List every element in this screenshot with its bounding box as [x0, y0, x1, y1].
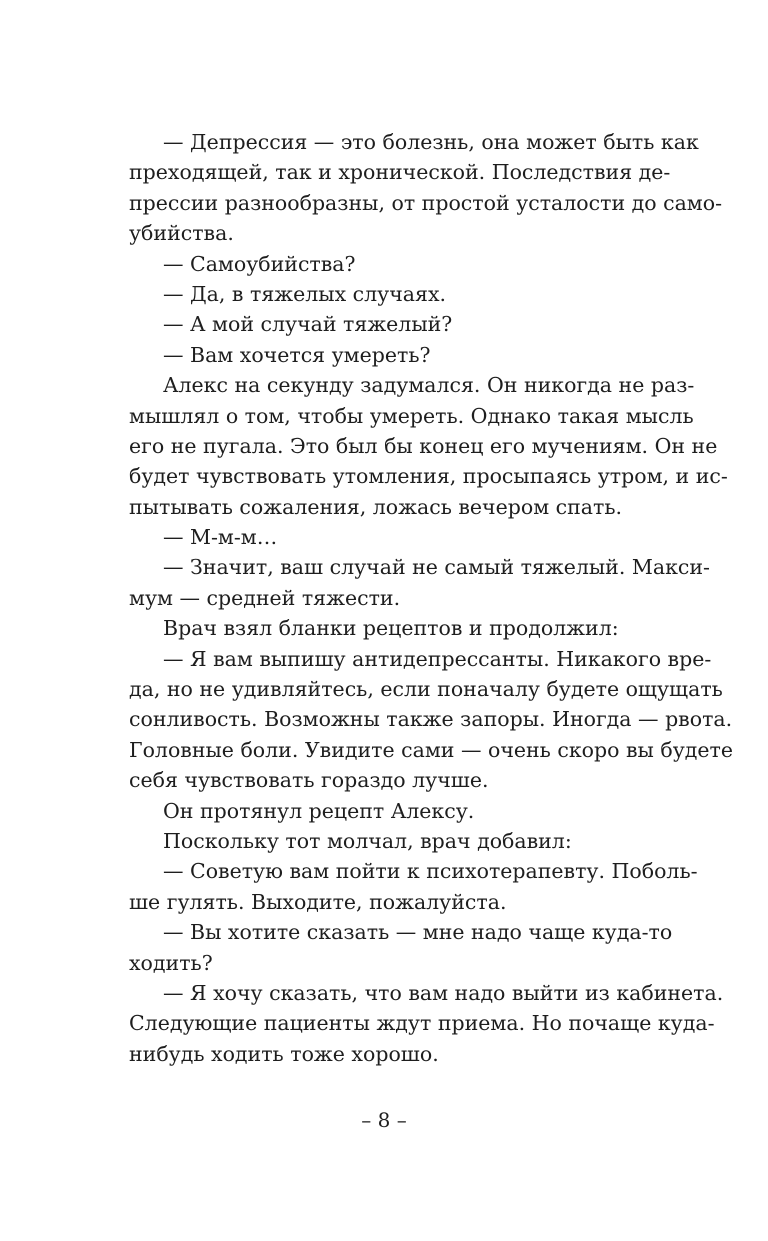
text-line: ходить? — [129, 950, 213, 975]
text-line: — А мой случай тяжелый? — [163, 312, 453, 337]
text-line: пытывать сожаления, ложась вечером спать. — [129, 494, 623, 519]
text-line: прессии разнообразны, от простой усталости до само- — [129, 190, 723, 215]
text-line: Он протянул рецепт Алексу. — [163, 798, 475, 823]
text-line: — Значит, ваш случай не самый тяжелый. Макси- — [163, 555, 710, 580]
text-line: убийства. — [129, 221, 234, 246]
text-line: сонливость. Возможны также запоры. Иногда — рвота. — [129, 707, 733, 732]
text-line: — Депрессия — это болезнь, она может быть как — [163, 130, 699, 154]
page-number: – 8 – — [361, 1108, 407, 1132]
text-line: Алекс на секунду задумался. Он никогда не раз- — [163, 373, 695, 398]
text-line: мум — средней тяжести. — [129, 585, 401, 610]
text-line: себя чувствовать гораздо лучше. — [129, 768, 489, 793]
text-line: — Советую вам пойти к психотерапевту. Поболь- — [163, 859, 698, 884]
text-line: Головные боли. Увидите сами — очень скоро вы будете — [129, 737, 733, 762]
text-line: — Да, в тяжелых случаях. — [163, 281, 447, 306]
text-line: ше гулять. Выходите, пожалуйста. — [129, 889, 507, 914]
text-line: — М-м-м… — [163, 525, 278, 550]
text-line: — Я хочу сказать, что вам надо выйти из кабинета. — [163, 980, 724, 1005]
text-line: преходящей, так и хронической. Последствия де- — [129, 160, 671, 185]
body-text — [129, 127, 733, 1069]
text-line: да, но не удивляйтесь, если поначалу будете ощущать — [129, 677, 723, 702]
text-line: мышлял о том, чтобы умереть. Однако такая мысль — [129, 403, 694, 428]
text-line: — Вам хочется умереть? — [163, 342, 431, 367]
text-line: — Я вам выпишу антидепрессанты. Никакого вре- — [163, 646, 712, 671]
text-line: его не пугала. Это был бы конец его мучениям. Он не — [129, 433, 718, 458]
text-line: — Самоубийства? — [163, 251, 356, 276]
text-line: Врач взял бланки рецептов и продолжил: — [163, 616, 619, 641]
text-line: Поскольку тот молчал, врач добавил: — [163, 828, 572, 853]
text-line: нибудь ходить тоже хорошо. — [129, 1041, 439, 1066]
text-line: — Вы хотите сказать — мне надо чаще куда-то — [163, 920, 673, 945]
text-line: будет чувствовать утомления, просыпаясь утром, и ис- — [129, 464, 728, 489]
text-line: Следующие пациенты ждут приема. Но почаще куда- — [129, 1011, 715, 1036]
